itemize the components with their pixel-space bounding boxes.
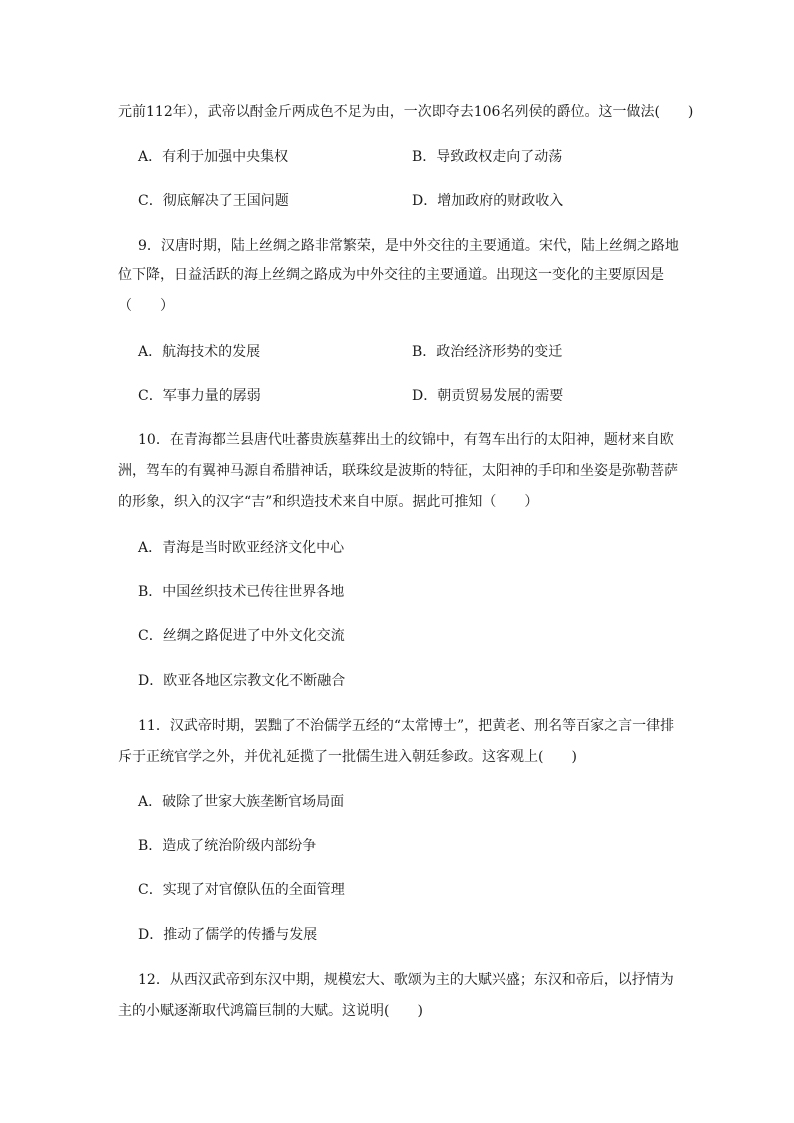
q10-option-a: A．青海是当时欧亚经济文化中心 (138, 540, 345, 556)
q8-stem-tail: 元前112年），武帝以酎金斤两成色不足为由，一次即夺去106名列侯的爵位。这一做法( ) (118, 104, 694, 120)
q12-stem-line2: 主的小赋逐渐取代鸿篇巨制的大赋。这说明( ) (118, 1003, 423, 1019)
q8-option-d: D．增加政府的财政收入 (412, 193, 564, 209)
q10-option-d: D．欧亚各地区宗教文化不断融合 (138, 673, 346, 689)
q8-option-a: A．有利于加强中央集权 (138, 149, 289, 165)
q10-option-c: C．丝绸之路促进了中外文化交流 (138, 628, 345, 644)
q10-option-b: B．中国丝织技术已传往世界各地 (138, 584, 345, 600)
q11-option-a: A．破除了世家大族垄断官场局面 (138, 794, 345, 810)
q8-option-c: C．彻底解决了王国问题 (138, 193, 289, 209)
q12-stem-line1: 12．从西汉武帝到东汉中期，规模宏大、歌颂为主的大赋兴盛；东汉和帝后，以抒情为 (138, 972, 674, 988)
q11-option-c: C．实现了对官僚队伍的全面管理 (138, 882, 345, 898)
q10-stem-line3: 的形象，织入的汉字“吉”和织造技术来自中原。据此可推知（ ） (118, 494, 539, 510)
q9-option-c: C．军事力量的孱弱 (138, 388, 261, 404)
q11-stem-line2: 斥于正统官学之外，并优礼延揽了一批儒生进入朝廷参政。这客观上( ) (118, 749, 577, 765)
q9-stem-line2: 位下降，日益活跃的海上丝绸之路成为中外交往的主要通道。出现这一变化的主要原因是 (118, 267, 664, 283)
q10-stem-line1: 10．在青海都兰县唐代吐蕃贵族墓葬出土的纹锦中，有驾车出行的太阳神，题材来自欧 (138, 432, 674, 448)
q9-option-d: D．朝贡贸易发展的需要 (412, 388, 564, 404)
q9-option-a: A．航海技术的发展 (138, 344, 261, 360)
q9-stem-line3: （ ） (118, 298, 174, 314)
q9-option-b: B．政治经济形势的变迁 (412, 344, 563, 360)
q8-option-b: B．导致政权走向了动荡 (412, 149, 563, 165)
q11-option-b: B．造成了统治阶级内部纷争 (138, 838, 317, 854)
q11-option-d: D．推动了儒学的传播与发展 (138, 927, 318, 943)
q9-stem-line1: 9．汉唐时期，陆上丝绸之路非常繁荣，是中外交往的主要通道。宋代，陆上丝绸之路地 (138, 238, 679, 254)
q11-stem-line1: 11．汉武帝时期，罢黜了不治儒学五经的“太常博士”，把黄老、刑名等百家之言一律排 (138, 718, 675, 734)
q10-stem-line2: 洲，驾车的有翼神马源自希腊神话，联珠纹是波斯的特征，太阳神的手印和坐姿是弥勒菩萨 (118, 463, 678, 479)
